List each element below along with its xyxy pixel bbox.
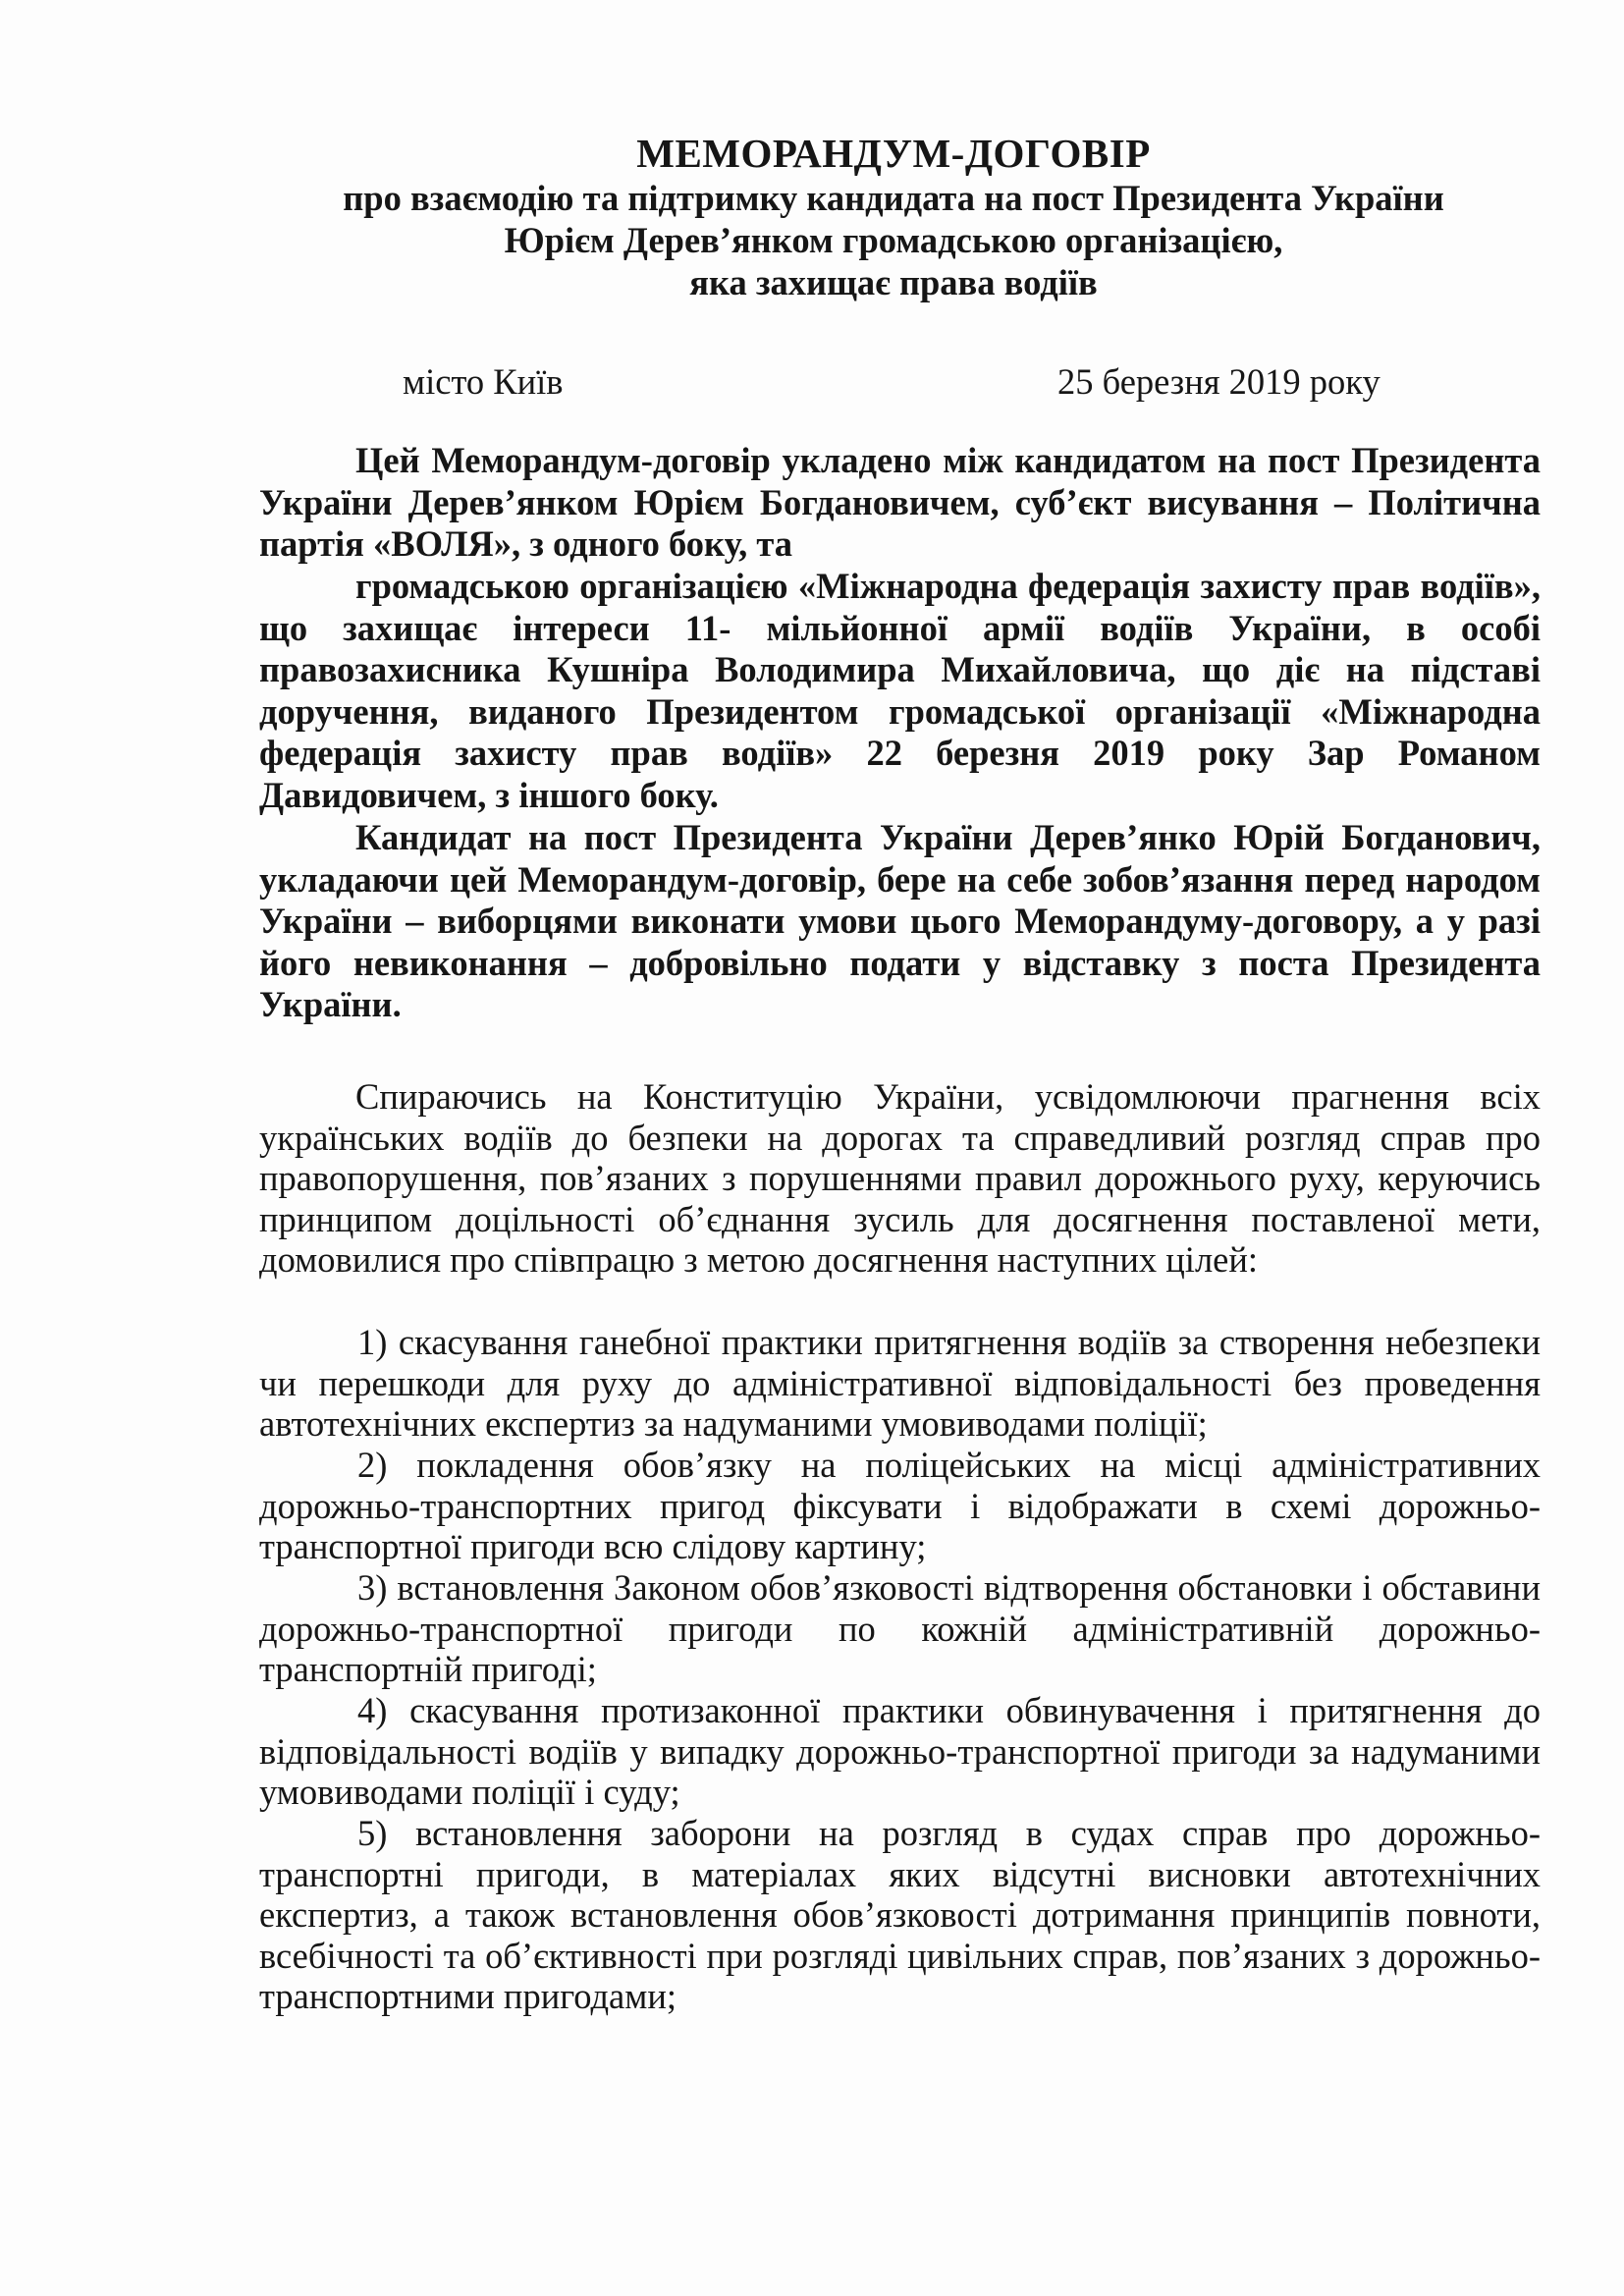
preamble-paragraph: Цей Меморандум-договір укладено між кандидатом на пост Президента України Дерев’янком Юрієм Богдановичем, суб’єкт висування – Політична партія «ВОЛЯ», з одного боку, та [259,440,1541,564]
document-title: МЕМОРАНДУМ-ДОГОВІР [636,131,1151,176]
goal-list-item: 1) скасування ганебної практики притягнення водіїв за створення небезпеки чи перешкоди для руху до адміністративної відповідальності без проведення автотехнічних експертиз за надуманими умовиводами поліції; [259,1322,1541,1444]
intro-paragraph: Спираючись на Конституцію України, усвідомлюючи прагнення всіх українських водіїв до безпеки на дорогах та справедливий розгляд справ про правопорушення, пов’язаних з порушеннями правил дорожнього руху, керуючись принципом доцільності об’єднання зусиль для досягнення поставленої мети, домовилися про співпрацю з метою досягнення наступних цілей: [259,1076,1541,1280]
goal-list-item: 3) встановлення Законом обов’язковості відтворення обстановки і обставини дорожньо-транспортної пригоди по кожній адміністративній дорожньо-транспортній пригоді; [259,1567,1541,1689]
document-header [255,130,1532,303]
preamble-paragraph: громадською організацією «Міжнародна федерація захисту прав водіїв», що захищає інтереси 11- мільйонної армії водіїв України, в особі правозахисника Кушніра Володимира Михайловича, що діє на підставі доручення, виданого Президентом громадської організації «Міжнародна федерація захисту прав водіїв» 22 березня 2019 року Зар Романом Давидовичем, з іншого боку. [259,566,1541,815]
goal-list-item: 5) встановлення заборони на розгляд в судах справ про дорожньо-транспортні пригоди, в матеріалах яких відсутні висновки автотехнічних експертиз, а також встановлення обов’язковості дотримання принципів повноти, всебічності та об’єктивності при розгляді цивільних справ, пов’язаних з дорожньо-транспортними пригодами; [259,1813,1541,2016]
preamble-paragraph: Кандидат на пост Президента України Дерев’янко Юрій Богданович, укладаючи цей Меморандум-договір, бере на себе зобов’язання перед народом України – виборцями виконати умови цього Меморандуму-договору, а у разі його невиконання – добровільно подати у відставку з поста Президента України. [259,817,1541,1024]
document-subtitle-line: про взаємодію та підтримку кандидата на пост Президента України [343,178,1444,218]
document-subtitle-line: яка захищає права водіїв [689,262,1098,302]
document-date: 25 березня 2019 року [1057,361,1380,402]
document-place: місто Київ [403,361,564,402]
goal-list-item: 4) скасування протизаконної практики обвинувачення і притягнення до відповідальності водіїв у випадку дорожньо-транспортної пригоди за надуманими умовиводами поліції і суду; [259,1690,1541,1812]
goal-list-item: 2) покладення обов’язку на поліцейських на місці адміністративних дорожньо-транспортних пригод фіксувати і відображати в схемі дорожньо-транспортної пригоди всю слідову картину; [259,1445,1541,1566]
document-subtitle-line: Юрієм Дерев’янком громадською організацією, [504,220,1283,260]
